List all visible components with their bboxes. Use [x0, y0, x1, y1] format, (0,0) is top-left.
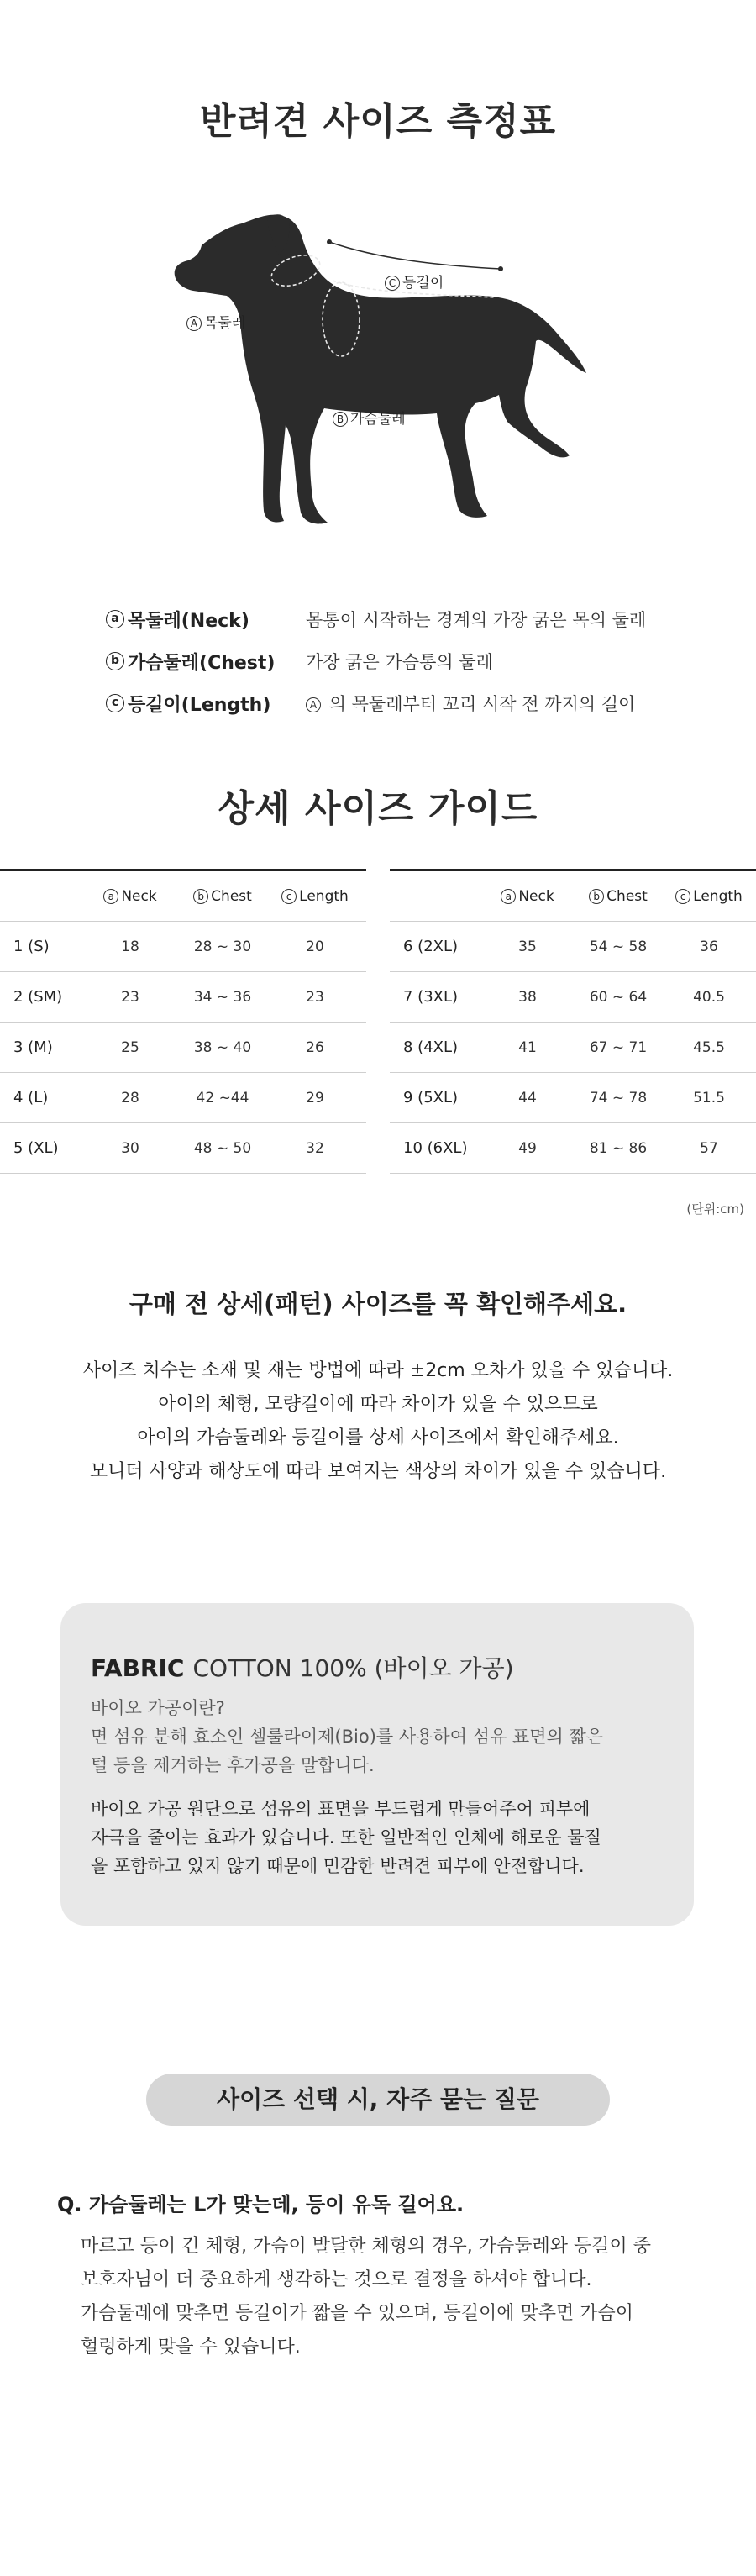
- fabric-para: 바이오 가공 원단으로 섬유의 표면을 부드럽게 만들어주어 피부에 자극을 줄이는 효과가 있습니다. 또한 일반적인 인체에 해로운 물질 을 포함하고 있지 않기 때문에 민감한 반려견 피부에 안전합니다.: [91, 1799, 601, 1876]
- table-row: 2 (SM) 23 34 ~ 36 23: [0, 972, 366, 1023]
- fabric-desc-line: 털 등을 제거하는 후가공을 말합니다.: [91, 1755, 375, 1775]
- table-row: 1 (S) 18 28 ~ 30 20: [0, 922, 366, 972]
- table-row: 6 (2XL) 35 54 ~ 58 36: [390, 922, 756, 972]
- legend-term-chest: 가슴둘레(Chest): [128, 652, 276, 674]
- unit-label: (단위:cm): [686, 1201, 744, 1217]
- label-neck-text: 목둘레: [204, 315, 246, 332]
- faq-title: 사이즈 선택 시, 자주 묻는 질문: [146, 2074, 610, 2126]
- table-header: [0, 871, 366, 922]
- mark-b-icon: b: [106, 652, 124, 670]
- mark-c-icon: C: [385, 276, 400, 291]
- header-chest: b Chest: [176, 888, 269, 905]
- dog-diagram: [168, 193, 588, 529]
- header-length: c Length: [664, 888, 754, 905]
- label-neck: [186, 311, 245, 332]
- size-table-right: [390, 869, 756, 1180]
- mark-c-icon: c: [675, 889, 690, 904]
- size-table-left: [0, 869, 366, 1180]
- notice-title: 구매 전 상세(패턴) 사이즈를 꼭 확인해주세요.: [129, 1290, 627, 1318]
- fabric-label: FABRIC: [91, 1654, 185, 1682]
- fabric-value: COTTON 100% (바이오 가공): [192, 1654, 514, 1682]
- header-length: c Length: [269, 888, 361, 905]
- table-row: 10 (6XL) 49 81 ~ 86 57: [390, 1123, 756, 1174]
- label-chest: [333, 407, 406, 428]
- fabric-box: [60, 1603, 694, 1926]
- notice-line: 아이의 가슴둘레와 등길이를 상세 사이즈에서 확인해주세요.: [137, 1427, 619, 1448]
- label-chest-text: 가슴둘레: [350, 411, 406, 428]
- legend-term-neck: 목둘레(Neck): [128, 610, 249, 632]
- label-back-length: [385, 271, 444, 292]
- mark-b-icon: b: [193, 889, 208, 904]
- mark-a-icon: a: [106, 610, 124, 628]
- legend-row-chest: [106, 640, 694, 682]
- notice-line: 아이의 체형, 모량길이에 따라 차이가 있을 수 있으므로: [158, 1394, 598, 1415]
- legend-row-neck: [106, 598, 694, 640]
- legend-term-length: 등길이(Length): [128, 694, 271, 716]
- faq-question: Q. 가슴둘레는 L가 맞는데, 등이 유독 길어요.: [57, 2193, 465, 2216]
- mark-a-icon: A: [186, 316, 202, 331]
- measure-title: 반려견 사이즈 측정표: [199, 100, 557, 143]
- table-row: 5 (XL) 30 48 ~ 50 32: [0, 1123, 366, 1174]
- table-row: 7 (3XL) 38 60 ~ 64 40.5: [390, 972, 756, 1023]
- mark-a-icon: a: [103, 889, 118, 904]
- mark-b-icon: b: [589, 889, 604, 904]
- notice-body: [0, 1354, 756, 1489]
- legend-desc-chest: 가장 굵은 가슴통의 둘레: [306, 652, 493, 672]
- fabric-heading: [91, 1650, 664, 1684]
- mark-a-icon: A: [306, 697, 321, 712]
- notice-line: 사이즈 치수는 소재 및 재는 방법에 따라 ±2cm 오차가 있을 수 있습니다.: [82, 1360, 674, 1381]
- notice-line: 모니터 사양과 해상도에 따라 보여지는 색상의 차이가 있을 수 있습니다.: [89, 1461, 667, 1482]
- fabric-desc-line: 면 섬유 분해 효소인 셀룰라이제(Bio)를 사용하여 섬유 표면의 짧은: [91, 1727, 604, 1747]
- table-row: 9 (5XL) 44 74 ~ 78 51.5: [390, 1073, 756, 1123]
- legend-desc-length: 의 목둘레부터 꼬리 시작 전 까지의 길이: [328, 694, 636, 714]
- mark-a-icon: a: [501, 889, 516, 904]
- legend-row-length: [106, 682, 694, 724]
- faq-answer: 마르고 등이 긴 체형, 가슴이 발달한 체형의 경우, 가슴둘레와 등길이 중 보호자님이 더 중요하게 생각하는 것으로 결정을 하셔야 합니다. 가슴둘레에 맞추면 등길이가 짧을 수 있으며, 등길이에 맞추면 가슴이 헐렁하게 맞을 수 있습니다.: [81, 2236, 651, 2358]
- legend-desc-neck: 몸통이 시작하는 경계의 가장 굵은 목의 둘레: [306, 610, 647, 630]
- guide-title: 상세 사이즈 가이드: [218, 787, 538, 830]
- mark-b-icon: B: [333, 412, 348, 427]
- mark-c-icon: c: [106, 694, 124, 712]
- label-back-text: 등길이: [402, 275, 444, 292]
- fabric-question: 바이오 가공이란?: [91, 1698, 225, 1718]
- table-header: [390, 871, 756, 922]
- table-row: 3 (M) 25 38 ~ 40 26: [0, 1023, 366, 1073]
- table-row: 4 (L) 28 42 ~44 29: [0, 1073, 366, 1123]
- measure-legend: [106, 598, 694, 724]
- header-neck: a Neck: [84, 888, 176, 905]
- dog-silhouette-icon: [168, 193, 588, 529]
- header-chest: b Chest: [573, 888, 664, 905]
- mark-c-icon: c: [281, 889, 297, 904]
- table-row: 8 (4XL) 41 67 ~ 71 45.5: [390, 1023, 756, 1073]
- header-neck: a Neck: [482, 888, 573, 905]
